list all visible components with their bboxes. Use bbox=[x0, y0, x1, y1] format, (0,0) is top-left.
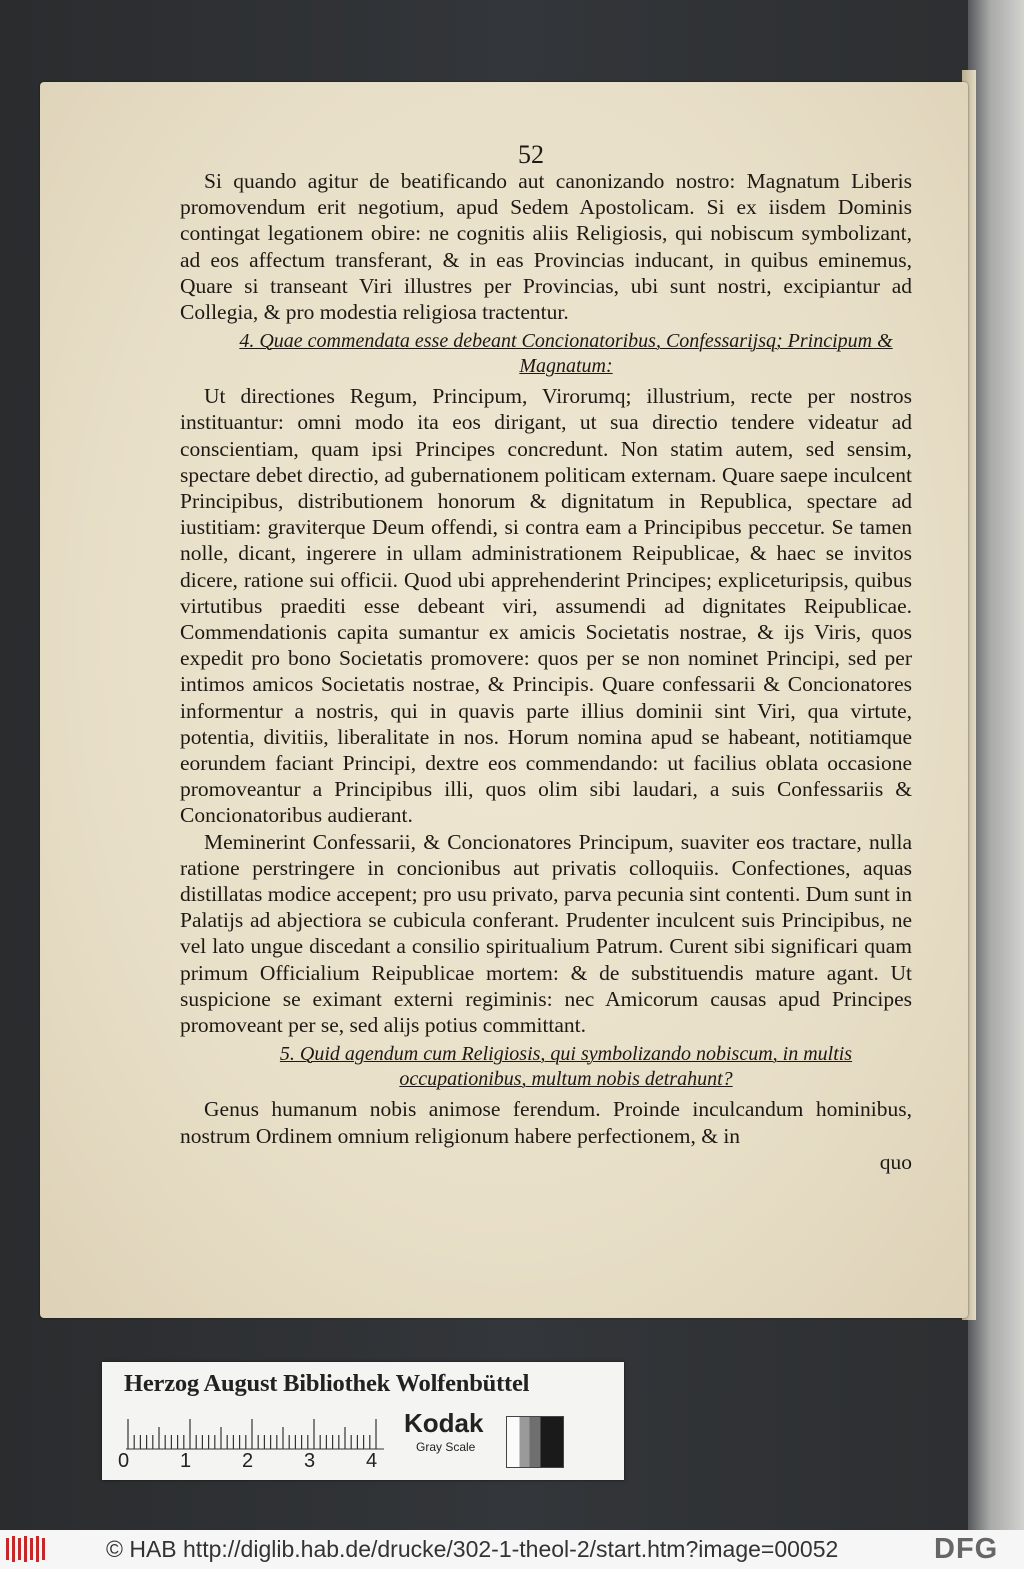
ruler-scale bbox=[126, 1414, 384, 1450]
color-target bbox=[102, 1362, 624, 1480]
ruler-number-2: 2 bbox=[242, 1450, 254, 1472]
section-heading-5: 5. Quid agendum cum Religiosis, qui symbolizando nobiscum, in multis occupationibus, multum nobis detrahunt? bbox=[279, 1043, 853, 1091]
paragraph-2: Ut directiones Regum, Principum, Virorumq; illustrium, recte per nostros instituantur: omni modo ita eos dirigant, ut sua directio tendere videatur ad conscientiam, quam ipsi Principes concredunt. Non statim autem, sed sensim, spectare debet directio, ad gubernationem politicam externam. Quare saepe inculcent Principibus, distributionem honorum & dignitatum in Republica, spectare ad iustitiam: graviterque Deum offendi, si contra eam a Principibus peccetur. Se tamen nolle, dicant, ingerere in ullam administrationem Reipublicae, & haec se invitos dicere, ratione sui officii. Quod ubi apprehenderint Principes; expliceturipsis, quibus virtutibus praediti esse debeant viri, assumendi ad dignitates Reipublicae. Commendationis capita sumantur ex amicis Societatis nostrae, & ijs Viris, quos expedit pro bono Societatis promovere: quos per se non nominet Principi, sed per intimos amicos Societatis nostrae, & Principis. Quare confessarii & Concionatores informentur a nostris, qui in quavis parte illius dominii sint Viri, qua virtute, potentia, divitiis, liberalitate in nos. Horum nomina apud se habeant, notitiamque eorundem faciant Principi, dextre eos commendando: ut facilius oblata occasione promoveantur a Principibus illi, quos olim sibi laudari, a suis Confessariis & Concionatoribus audierant. bbox=[180, 384, 912, 828]
hab-logo-icon bbox=[4, 1534, 46, 1564]
page-number: 52 bbox=[518, 140, 544, 169]
ruler-number-1: 1 bbox=[180, 1450, 192, 1472]
paragraph-3: Meminerint Confessarii, & Concionatores Principum, suaviter eos tractare, nulla ratione perstringere in concionibus aut privatis colloquiis. Confectiones, aquas distillatas modice accepent; pro usu privato, parva pecunia sint contenti. Dum sunt in Palatijs ad abjectiora se cubicula conferant. Prudenter inculcent suis Principibus, ne vel lato ungue discedant a consilio spiritualium Patrum. Curent sibi significari quam primum Officialium Reipublicae mortem: & de substituendis mature agant. Ut suspicione se eximant externi regiminis: nec Amicorum causas apud Principes promoveant per se, sed alijs potius committant. bbox=[180, 829, 913, 1038]
ruler-number-4: 4 bbox=[366, 1450, 378, 1472]
ruler-number-0: 0 bbox=[118, 1450, 130, 1472]
footer-bar bbox=[0, 1530, 1024, 1569]
page-text bbox=[180, 168, 912, 1175]
dfg-logo: DFG bbox=[934, 1533, 999, 1565]
section-heading-4: 4. Quae commendata esse debeant Concionatoribus, Confessarijsq; Principum & Magnatum: bbox=[239, 330, 893, 378]
catchword: quo bbox=[879, 1149, 912, 1174]
kodak-logo: Kodak bbox=[404, 1408, 484, 1438]
institution-name: Herzog August Bibliothek Wolfenbüttel bbox=[124, 1370, 530, 1397]
adjacent-page-strip bbox=[968, 0, 1024, 1530]
citation-link[interactable]: © HAB http://diglib.hab.de/drucke/302-1-theol-2/start.htm?image=00052 bbox=[106, 1536, 839, 1562]
ruler-numbers bbox=[118, 1450, 388, 1474]
paragraph-4: Genus humanum nobis animose ferendum. Proinde inculcandum hominibus, nostrum Ordinem omnium religionum habere perfectionem, & in bbox=[180, 1097, 912, 1148]
ruler-number-3: 3 bbox=[304, 1450, 316, 1472]
gray-scale-label: Gray Scale bbox=[416, 1440, 476, 1454]
paragraph-1: Si quando agitur de beatificando aut canonizando nostro: Magnatum Liberis promovendum erit negotium, apud Sedem Apostolicam. Si ex iisdem Dominis contingat legationem obire: ne cognitis aliis Religiosis, qui nobiscum symbolizant, ad eos affectum transferant, & in eas Provincias inducant, in quibus eminemus, Quare si transeant Viri illustres per Provincias, ubi sunt nostri, excipiantur ad Collegia, & pro modestia religiosa tractentur. bbox=[180, 169, 912, 325]
gray-swatch bbox=[506, 1416, 564, 1468]
